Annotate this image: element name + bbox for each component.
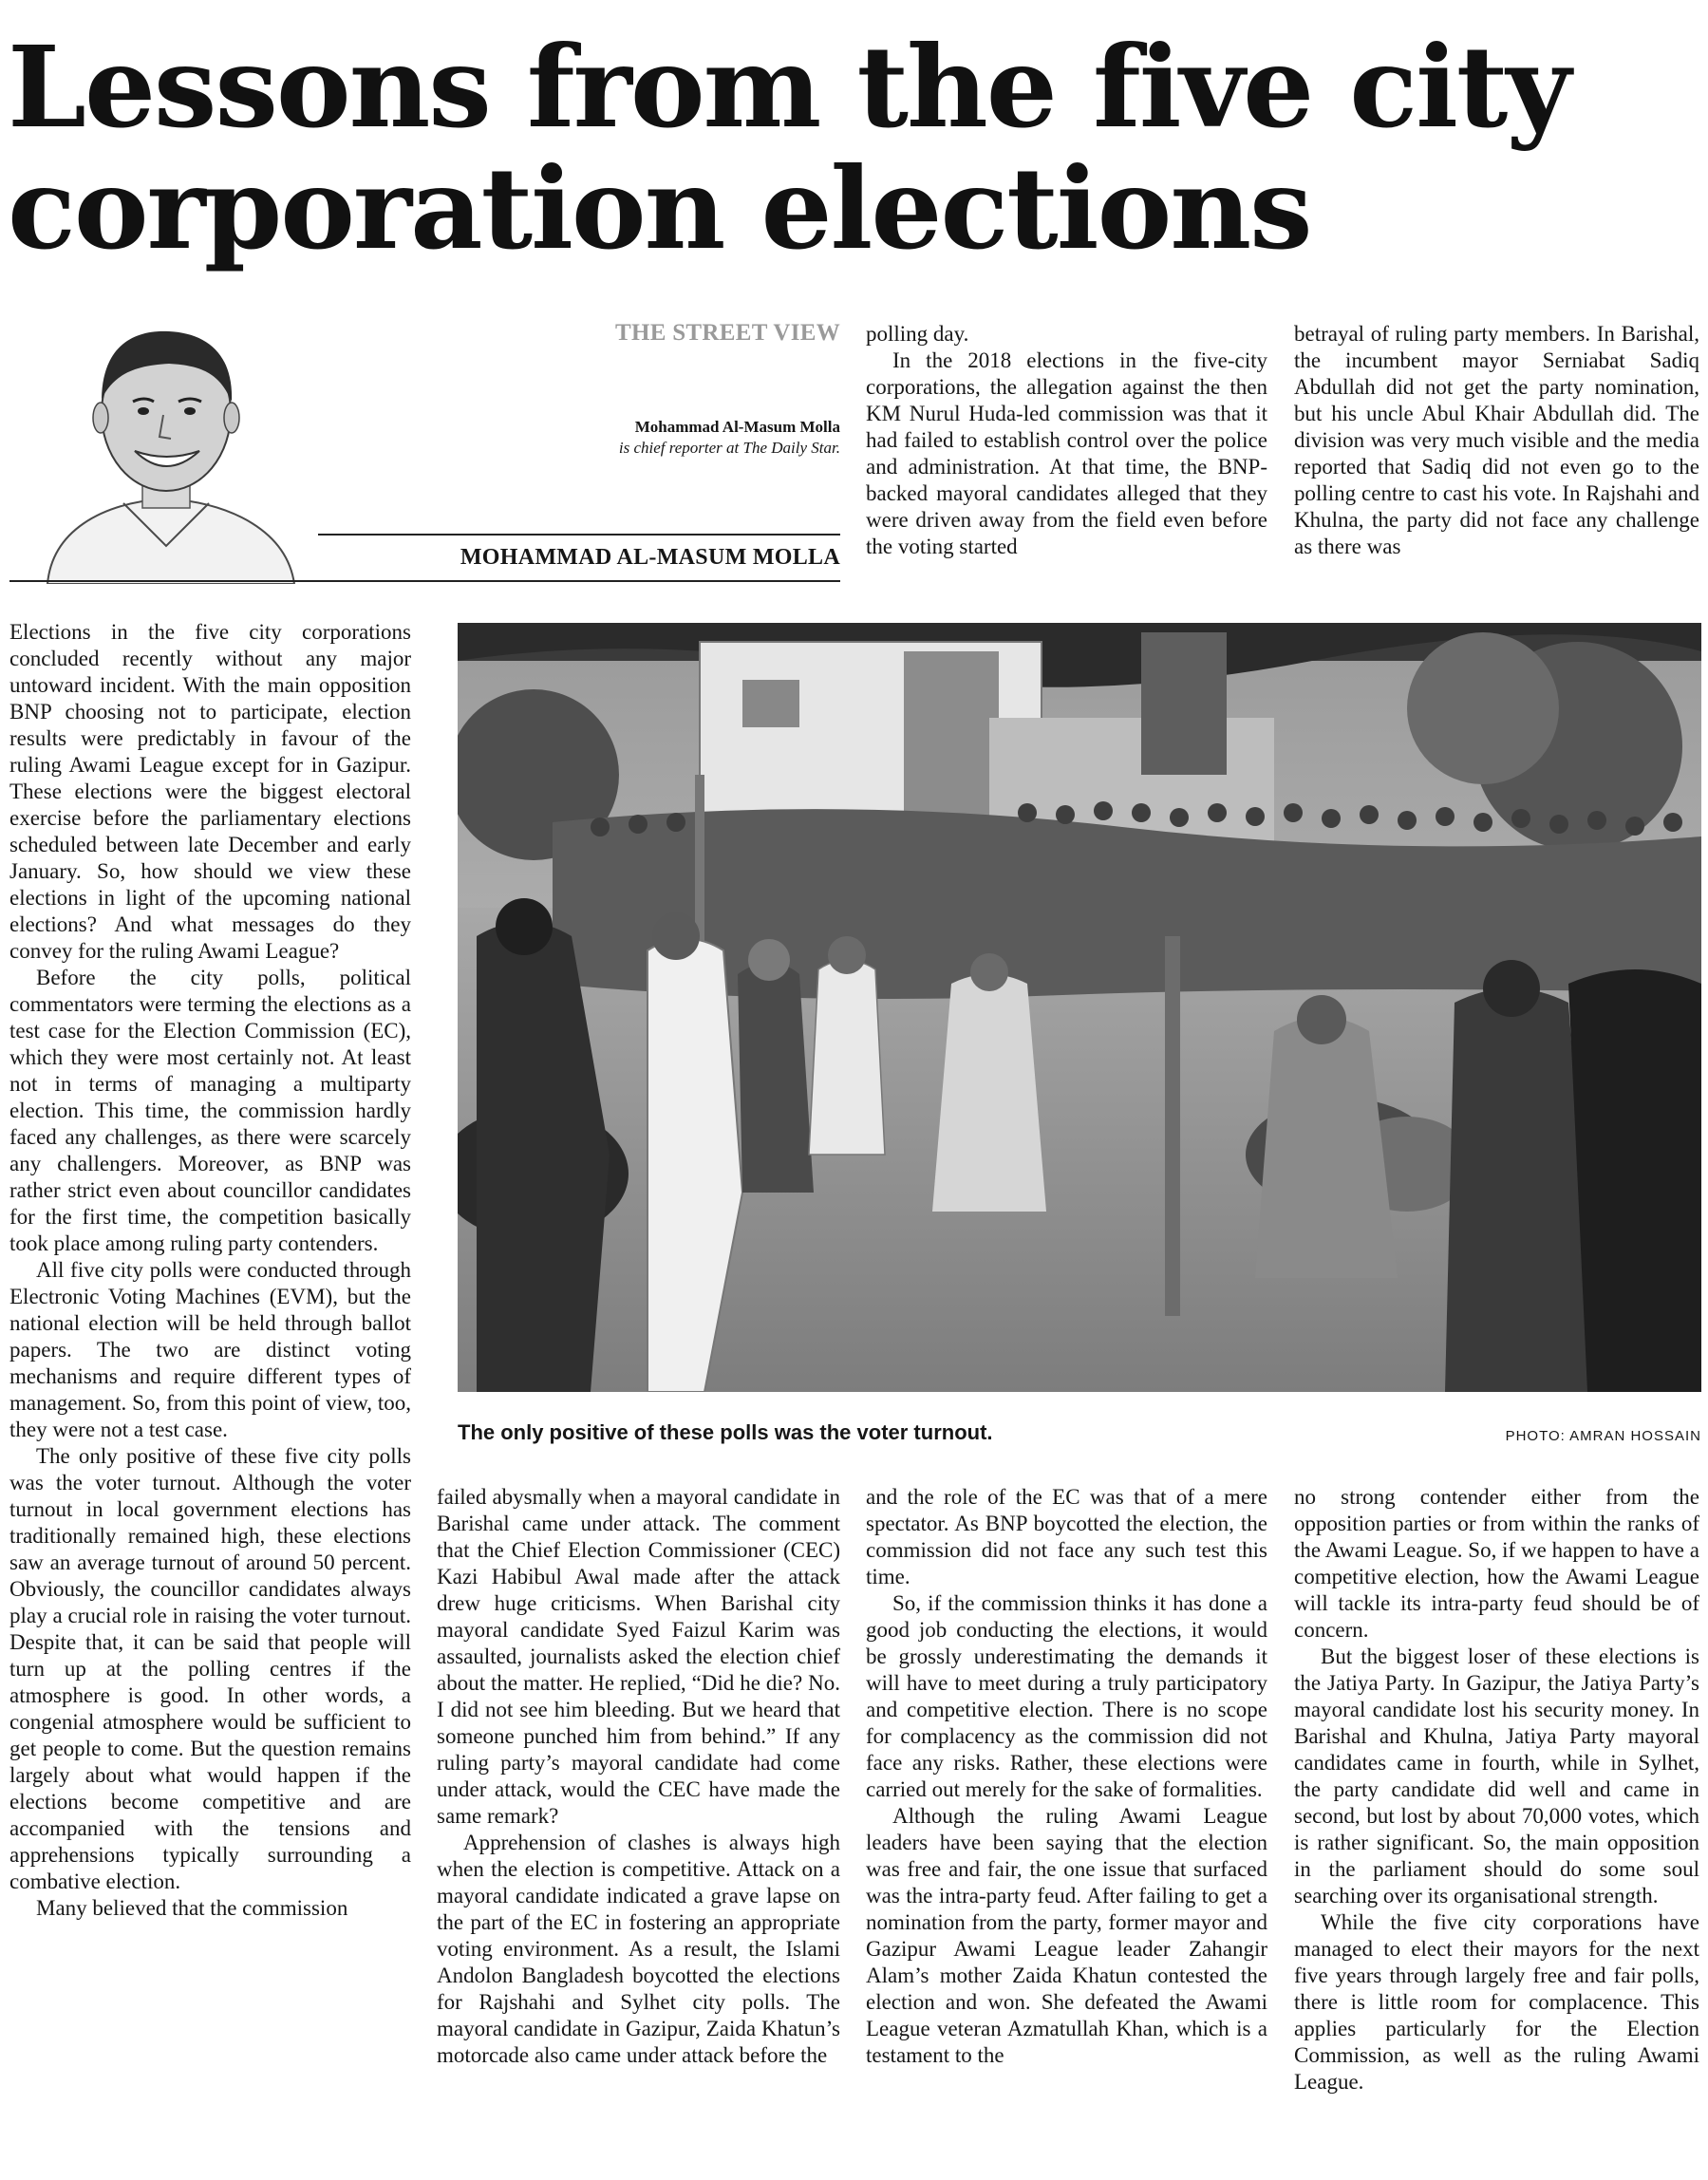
top-column-3 bbox=[1294, 321, 1699, 560]
news-photo bbox=[458, 623, 1701, 1392]
byline-bottom-rule bbox=[9, 580, 840, 582]
paragraph: In the 2018 elections in the five-city corporations, the allegation against the then KM Nurul Huda-led commission was that it had failed to establish control over the police and administration. At that time, the BNP-backed mayoral candidates alleged that they were driven away from the field even before the voting started bbox=[866, 348, 1267, 558]
paragraph: Before the city polls, political commentators were terming the elections as a test case for the Election Commission (EC), which they were most certainly not. At least not in terms of managing a multiparty election. This time, the commission hardly faced any challenges, as there were scarcely any challengers. Moreover, as BNP was rather strict even about councillor candidates for the first time, the competition basically took place among ruling party contenders. bbox=[9, 966, 411, 1255]
column-label: THE STREET VIEW bbox=[614, 320, 840, 346]
paragraph: All five city polls were conducted through Electronic Voting Machines (EVM), but the national election will be held through ballot papers. The two are distinct voting mechanisms and require different types of management. So, from this point of view, too, they were not a test case. bbox=[9, 1258, 411, 1441]
photo-caption: The only positive of these polls was the voter turnout. bbox=[458, 1420, 993, 1444]
paragraph: Apprehension of clashes is always high when the election is competitive. Attack on a mayoral candidate indicated a grave lapse on the part of the EC in fostering an appropriate voting environment. As a result, the Islami Andolon Bangladesh boycotted the elections for Rajshahi and Sylhet city polls. The mayoral candidate in Gazipur, Zaida Khatun’s motorcade also came under attack before the bbox=[437, 1831, 840, 2067]
column-2 bbox=[437, 1484, 840, 2069]
paragraph: Elections in the five city corporations concluded recently without any major untoward incident. With the main opposition BNP choosing not to participate, election results were predictably in favour of the ruling Awami League except for in Gazipur. These elections were the biggest electoral exercise before the parliamentary elections scheduled between late December and early January. So, how should we view these elections in light of the upcoming national elections? And what messages do they convey for the ruling Awami League? bbox=[9, 620, 411, 963]
paragraph: But the biggest loser of these elections is the Jatiya Party. In Gazipur, the Jatiya Party’s mayoral candidate lost his security money. In Barishal and Khulna, Jatiya Party mayoral candidates came in fourth, while in Sylhet, the party candidate did well and came in second, but lost by about 70,000 votes, which is rather significant. So, the main opposition in the parliament should do some soul searching over its organisational strength. bbox=[1294, 1644, 1699, 1908]
paragraph: and the role of the EC was that of a mere spectator. As BNP boycotted the election, the commission did not face any such test this time. bbox=[866, 1485, 1267, 1588]
top-column-2 bbox=[866, 321, 1267, 560]
paragraph: Although the ruling Awami League leaders have been saying that the election was free and fair, the one issue that surfaced was the intra-party feud. After failing to get a nomination from the party, former mayor and Gazipur Awami League leader Zahangir Alam’s mother Zaida Khatun contested the election and won. She defeated the Awami League veteran Azmatullah Khan, which is a testament to the bbox=[866, 1804, 1267, 2067]
paragraph: So, if the commission thinks it has done a good job conducting the elections, it would be grossly underestimating the demands it will have to meet during a truly participatory and competitive election. There is no scope for complacency as the commission did not face any risks. Rather, these elections were carried out merely for the sake of formalities. bbox=[866, 1591, 1267, 1801]
photo-credit: PHOTO: AMRAN HOSSAIN bbox=[1505, 1428, 1701, 1444]
paragraph: The only positive of these five city polls was the voter turnout. Although the voter turnout in local government elections has traditionally remained high, these elections saw an average turnout of around 50 percent. Obviously, the councillor candidates always play a crucial role in raising the voter turnout. Despite that, it can be said that people will turn up at the polling centres if the atmosphere is good. In other words, a congenial atmosphere would be sufficient to get people to come. But the question remains largely about what would happen if the elections become competitive and are accompanied with the tensions and apprehensions typically surrounding a combative election. bbox=[9, 1444, 411, 1893]
byline-rule bbox=[318, 534, 840, 536]
paragraph: no strong contender either from the opposition parties or from within the ranks of the Awami League. So, if we happen to have a competitive election, how the Awami League will tackle its intra-party feud should be of concern. bbox=[1294, 1485, 1699, 1642]
paragraph: betrayal of ruling party members. In Barishal, the incumbent mayor Serniabat Sadiq Abdullah did not get the party nomination, but his uncle Abul Khair Abdullah did. The division was very much visible and the media reported that Sadiq did not even go to the polling centre to cast his vote. In Rajshahi and Khulna, the party did not face any challenge as there was bbox=[1294, 322, 1699, 558]
author-name: Mohammad Al-Masum Molla bbox=[634, 418, 840, 436]
paragraph: Many believed that the commission bbox=[36, 1896, 348, 1920]
paragraph: While the five city corporations have managed to elect their mayors for the next five years through largely free and fair polls, there is little room for complacence. This applies particularly for the Election Commission, as well as the ruling Awami League. bbox=[1294, 1910, 1699, 2094]
paragraph: polling day. bbox=[866, 322, 969, 346]
paragraph: failed abysmally when a mayoral candidate in Barishal came under attack. The comment that the Chief Election Commissioner (CEC) Kazi Habibul Awal made after the attack drew huge criticisms. When Barishal city mayoral candidate Syed Faizul Karim was assaulted, journalists asked the election chief about the matter. He replied, “Did he die? No. I did not see him bleeding. But we heard that someone punched him from behind.” If any ruling party’s mayoral candidate had come under attack, would the CEC have made the same remark? bbox=[437, 1485, 840, 1828]
column-3 bbox=[866, 1484, 1267, 2069]
byline: MOHAMMAD AL-MASUM MOLLA bbox=[460, 545, 840, 570]
author-role: is chief reporter at The Daily Star. bbox=[618, 439, 840, 457]
column-4 bbox=[1294, 1484, 1699, 2095]
column-1 bbox=[9, 619, 411, 1922]
author-portrait bbox=[9, 309, 328, 584]
headline: Lessons from the five city corporation elections bbox=[8, 21, 1569, 274]
